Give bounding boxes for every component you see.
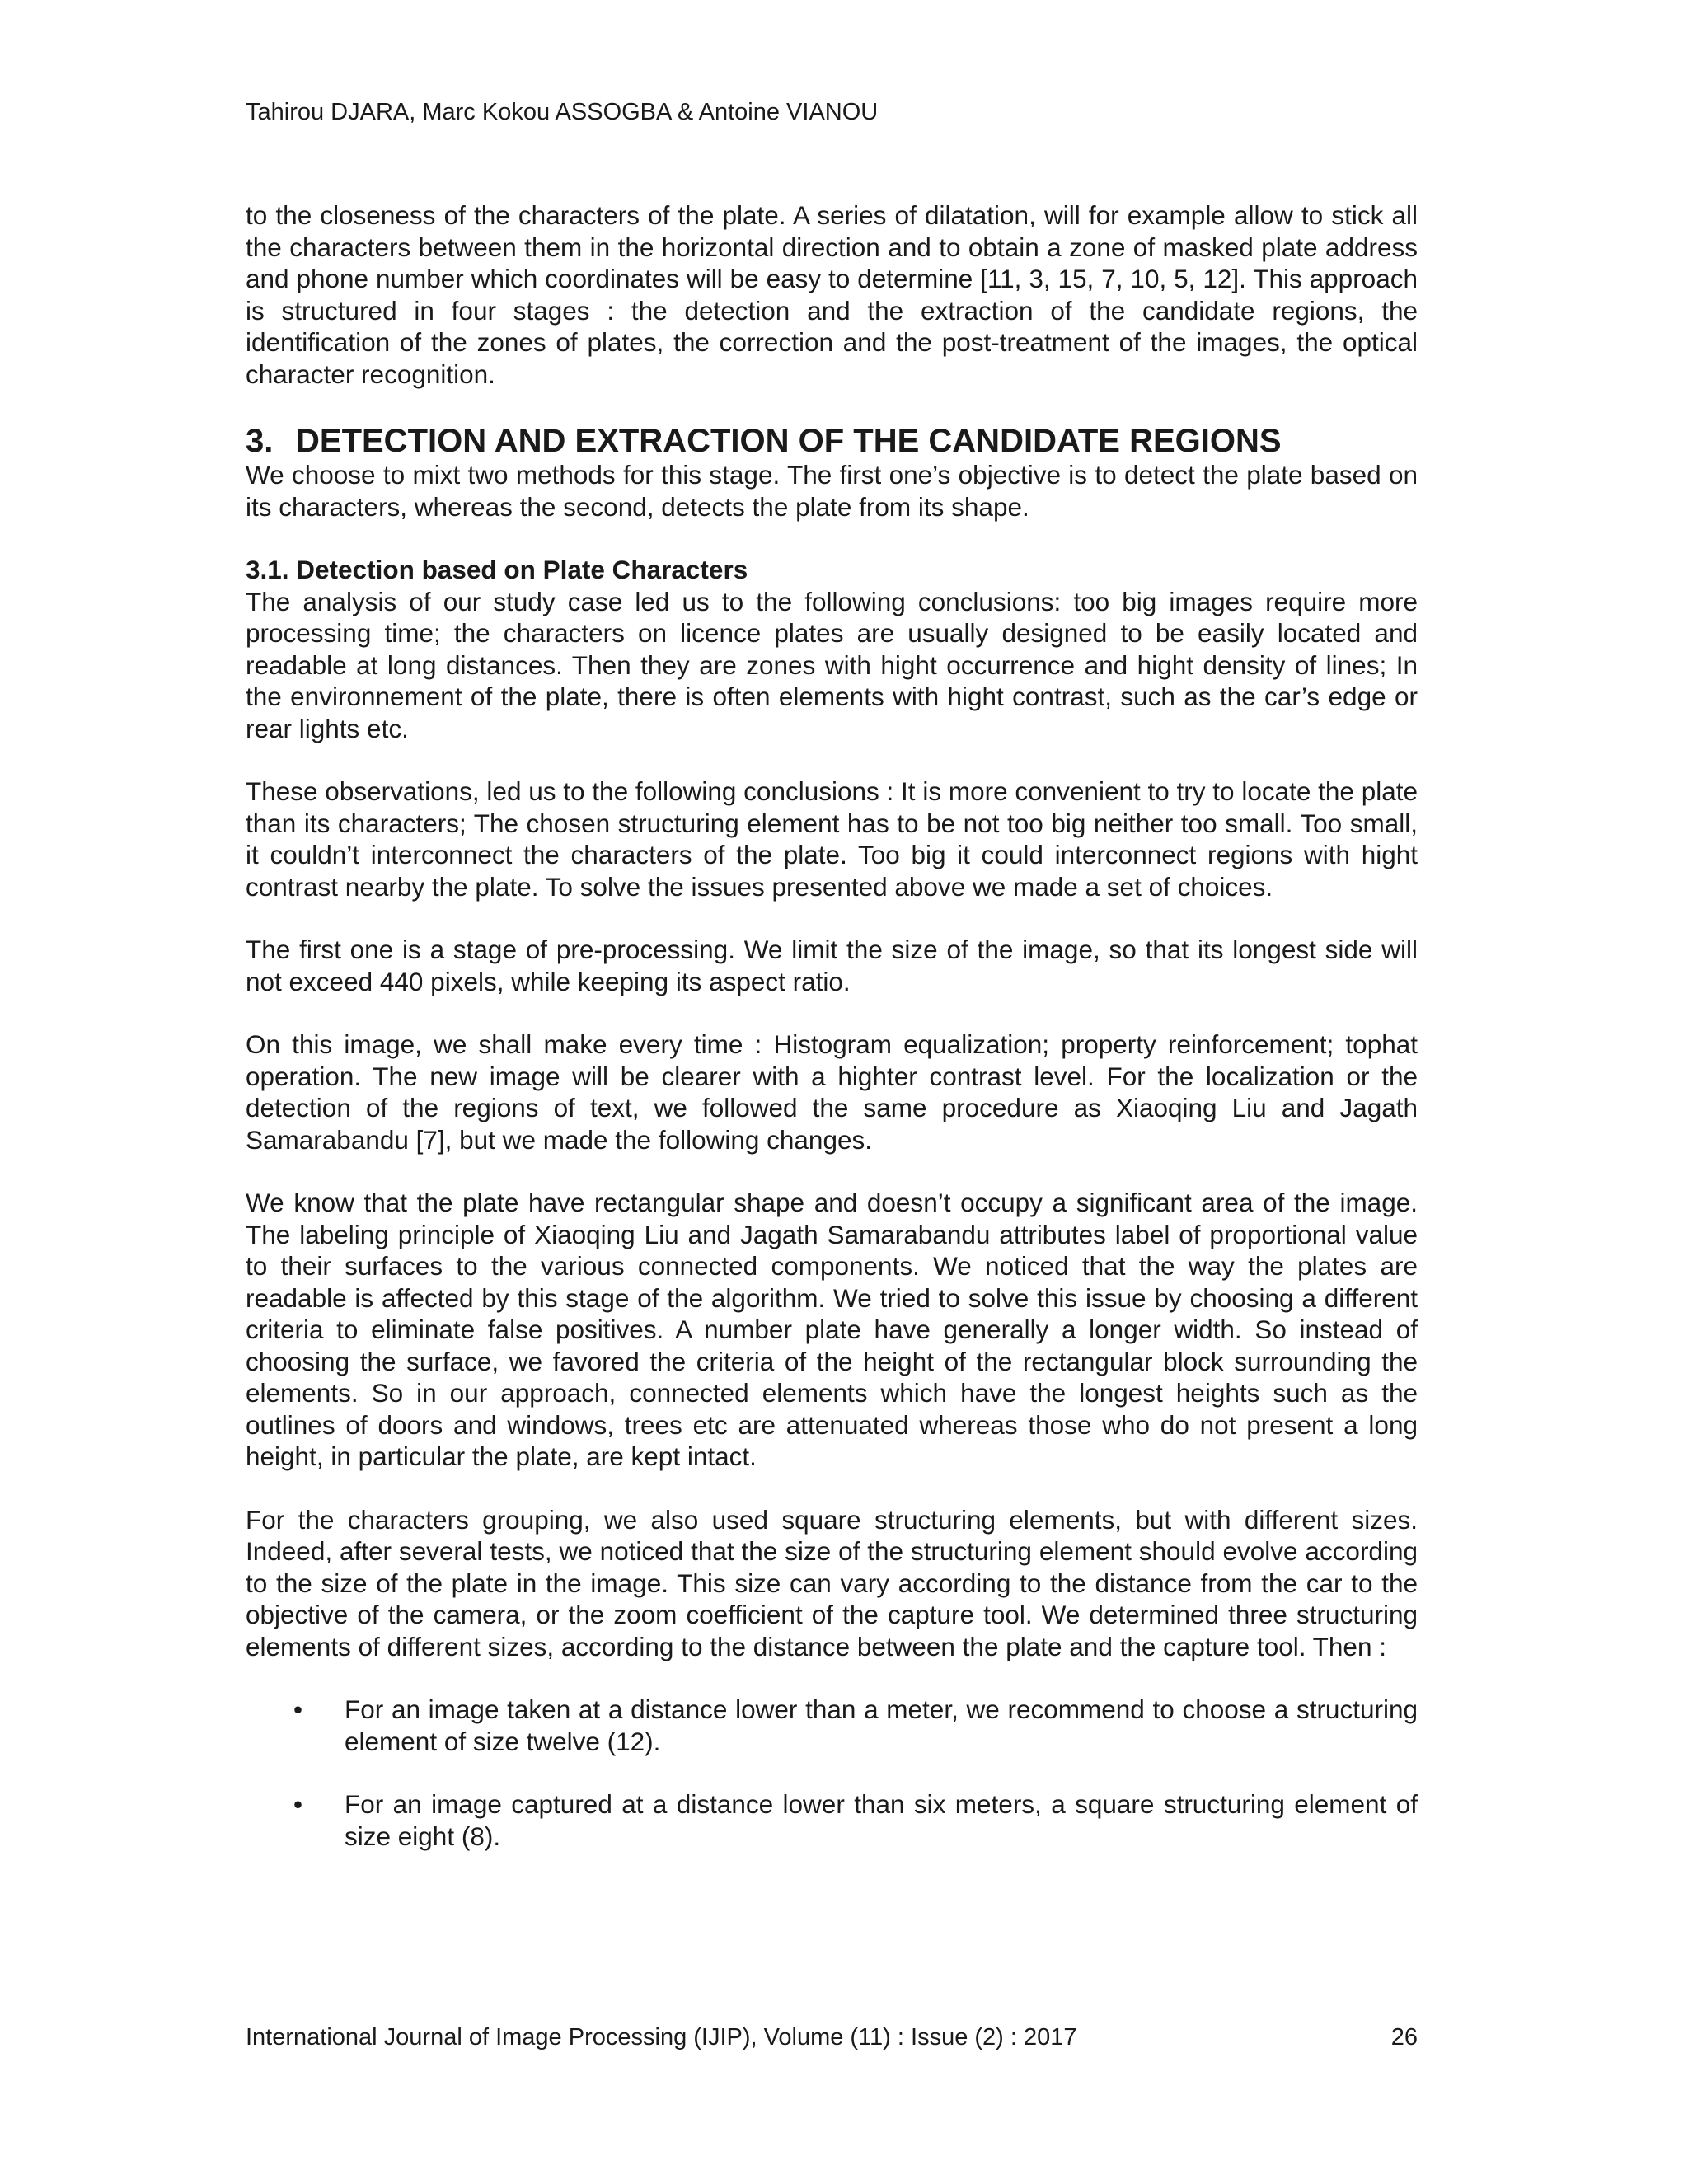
bullet-mark: •: [293, 1694, 303, 1724]
section-title: DETECTION AND EXTRACTION OF THE CANDIDATE REGIONS: [296, 423, 1282, 459]
subsection-heading: 3.1. Detection based on Plate Characters: [246, 555, 748, 584]
body-paragraph-2: These observations, led us to the following conclusions : It is more convenient to try to locate the plate than its characters; The chosen structuring element has to be not too big neither too small. Too small, it couldn’t interconnect the characters of the plate. Too big it could interconnect regions with hight contrast nearby the plate. To solve the issues presented above we made a set of choices.: [246, 776, 1418, 902]
bullet-mark: •: [293, 1789, 303, 1819]
bullet-item-text: For an image taken at a distance lower than a meter, we recommend to choose a structuring element of size twelve (12).: [345, 1694, 1418, 1756]
bullet-item-text: For an image captured at a distance lower than six meters, a square structuring element of size eight (8).: [345, 1789, 1418, 1851]
body-paragraph-6: For the characters grouping, we also used square structuring elements, but with different sizes. Indeed, after several tests, we noticed that the size of the structuring element should evolve according to the size of the plate in the image. This size can vary according to the distance from the car to the objective of the camera, or the zoom coefficient of the capture tool. We determined three structuring elements of different sizes, according to the distance between the plate and the capture tool. Then :: [246, 1504, 1418, 1661]
page-body: [246, 199, 1418, 1883]
bullet-item-1: [246, 1694, 1418, 1757]
bullet-list: [246, 1694, 1418, 1852]
section-number: 3.: [246, 423, 274, 459]
body-paragraph-3: The first one is a stage of pre-processing. We limit the size of the image, so that its longest side will not exceed 440 pixels, while keeping its aspect ratio.: [246, 935, 1418, 996]
body-paragraph-5: We know that the plate have rectangular shape and doesn’t occupy a significant area of the image. The labeling principle of Xiaoqing Liu and Jagath Samarabandu attributes label of proportional value to their surfaces to the various connected components. We noticed that the way the plates are readable is affected by this stage of the algorithm. We tried to solve this issue by choosing a different criteria to eliminate false positives. A number plate have generally a longer width. So instead of choosing the surface, we favored the criteria of the height of the rectangular block surrounding the elements. So in our approach, connected elements which have the longest heights such as the outlines of doors and windows, trees etc are attenuated whereas those who do not present a long height, in particular the plate, are kept intact.: [246, 1188, 1418, 1471]
body-paragraph-4: On this image, we shall make every time : Histogram equalization; property reinforcement; tophat operation. The new image will be clearer with a highter contrast level. For the localization or the detection of the regions of text, we followed the same procedure as Xiaoqing Liu and Jagath Samarabandu [7], but we made the following changes.: [246, 1029, 1418, 1155]
body-paragraph-1: The analysis of our study case led us to the following conclusions: too big images require more processing time; the characters on licence plates are usually designed to be easily located and readable at long distances. Then they are zones with hight occurrence and hight density of lines; In the environnement of the plate, there is often elements with hight contrast, such as the car’s edge or rear lights etc.: [246, 586, 1418, 743]
intro-paragraph: to the closeness of the characters of the plate. A series of dilatation, will for example allow to stick all the characters between them in the horizontal direction and to obtain a zone of masked plate address and phone number which coordinates will be easy to determine [11, 3, 15, 7, 10, 5, 12]. This approach is structured in four stages : the detection and the extraction of the candidate regions, the identification of the zones of plates, the correction and the post-treatment of the images, the optical character recognition.: [246, 200, 1418, 389]
footer-journal-citation: International Journal of Image Processing (IJIP), Volume (11) : Issue (2) : 2017: [246, 2024, 1077, 2050]
footer-page-number: 26: [1390, 2024, 1418, 2050]
section-heading: [246, 421, 1418, 459]
bullet-item-2: [246, 1788, 1418, 1852]
running-header-authors: Tahirou DJARA, Marc Kokou ASSOGBA & Antoine VIANOU: [246, 99, 879, 125]
section-intro-paragraph: We choose to mixt two methods for this stage. The first one’s objective is to detect the plate based on its characters, whereas the second, detects the plate from its shape.: [246, 460, 1418, 522]
